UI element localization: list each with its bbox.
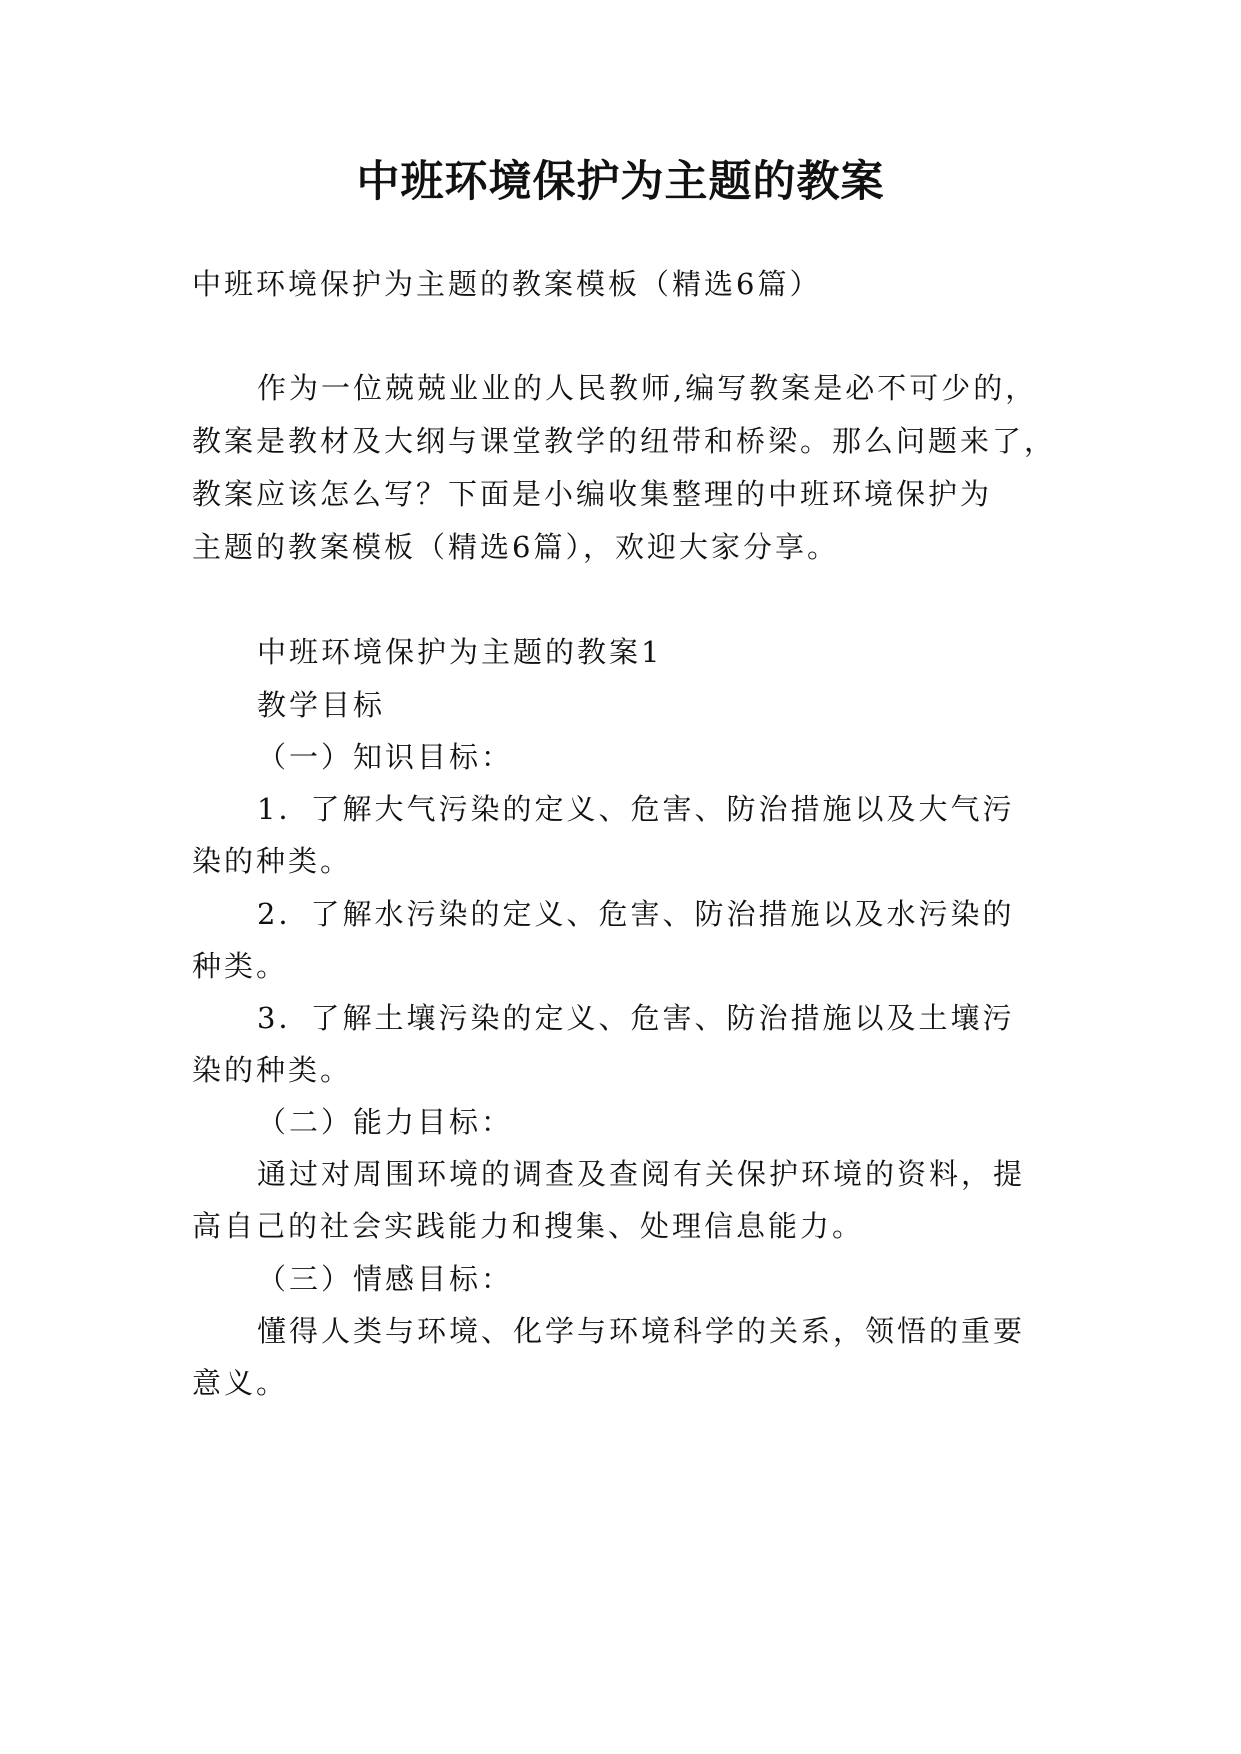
teaching-goals-heading: 教学目标 [257, 688, 386, 722]
emotion-goals-line-1: 懂得人类与环境、化学与环境科学的关系，领悟的重要 [257, 1314, 1026, 1348]
knowledge-item-2-line-2: 种类。 [192, 949, 289, 983]
knowledge-item-1-line-1: 1．了解大气污染的定义、危害、防治措施以及大气污 [257, 792, 1015, 826]
intro-line-1: 作为一位兢兢业业的人民教师,编写教案是必不可少的， [257, 371, 1038, 405]
intro-line-2: 教案是教材及大纲与课堂教学的纽带和桥梁。那么问题来了， [192, 424, 1057, 458]
ability-goals-line-1: 通过对周围环境的调查及查阅有关保护环境的资料，提 [257, 1157, 1026, 1191]
knowledge-goals-heading: （一）知识目标： [257, 740, 514, 774]
knowledge-item-3-line-2: 染的种类。 [192, 1053, 353, 1087]
intro-line-4: 主题的教案模板（精选6篇），欢迎大家分享。 [192, 530, 839, 564]
section-heading: 中班环境保护为主题的教案1 [257, 635, 663, 669]
document-subtitle: 中班环境保护为主题的教案模板（精选6篇） [192, 267, 822, 301]
emotion-goals-heading: （三）情感目标： [257, 1262, 514, 1296]
document-title: 中班环境保护为主题的教案 [356, 157, 885, 207]
knowledge-item-2-line-1: 2．了解水污染的定义、危害、防治措施以及水污染的 [257, 897, 1015, 931]
knowledge-item-3-line-1: 3．了解土壤污染的定义、危害、防治措施以及土壤污 [257, 1001, 1015, 1035]
emotion-goals-line-2: 意义。 [192, 1366, 289, 1400]
ability-goals-line-2: 高自己的社会实践能力和搜集、处理信息能力。 [192, 1209, 865, 1243]
knowledge-item-1-line-2: 染的种类。 [192, 844, 353, 878]
ability-goals-heading: （二）能力目标： [257, 1105, 514, 1139]
intro-line-3: 教案应该怎么写？下面是小编收集整理的中班环境保护为 [192, 477, 993, 511]
